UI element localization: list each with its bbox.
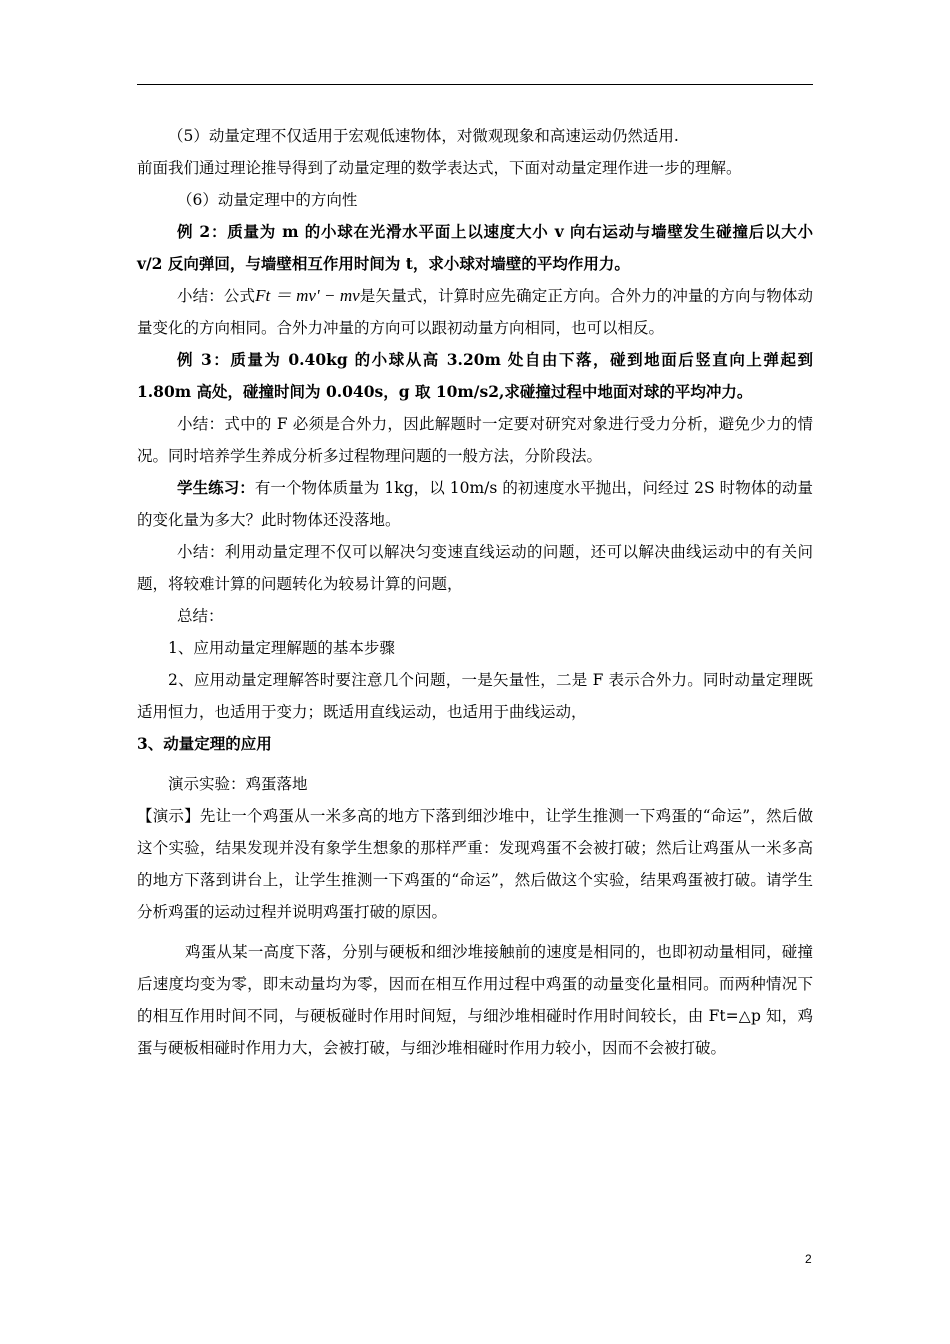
summary-1-prefix: 小结：公式 — [177, 287, 256, 305]
point-6-heading: （6）动量定理中的方向性 — [177, 191, 358, 209]
conclusion-step-1: 1、应用动量定理解题的基本步骤 — [168, 639, 395, 657]
intro-paragraph: 前面我们通过理论推导得到了动量定理的数学表达式，下面对动量定理作进一步的理解。 — [137, 159, 742, 177]
demo-paragraph — [137, 800, 813, 928]
point-5: （5）动量定理不仅适用于宏观低速物体，对微观现象和高速运动仍然适用. — [168, 127, 679, 145]
document-body — [137, 120, 813, 1064]
demo-label: 【演示】 — [137, 807, 200, 825]
momentum-formula: Ft ＝ mv' − mv — [255, 286, 360, 305]
conclusion-step-2: 2、应用动量定理解答时要注意几个问题，一是矢量性，二是 F 表示合外力。同时动量定理既适用恒力，也适用于变力；既适用直线运动，也适用于曲线运动， — [137, 671, 813, 721]
conclusion-heading: 总结： — [177, 607, 224, 625]
analysis-paragraph: 鸡蛋从某一高度下落，分别与硬板和细沙堆接触前的速度是相同的，也即初动量相同，碰撞后速度均变为零，即末动量均为零，因而在相互作用过程中鸡蛋的动量变化量相同。而两种情况下的相互作用时间不同，与硬板碰时作用时间短，与细沙堆相碰时作用时间较长，由 Ft=△p 知，鸡蛋与硬板相碰时作用力大，会被打破，与细沙堆相碰时作用力较小，因而不会被打破。 — [137, 943, 813, 1057]
header-rule — [137, 84, 813, 85]
practice-text: 有一个物体质量为 1kg，以 10m/s 的初速度水平抛出，问经过 2S 时物体的动量的变化量为多大？此时物体还没落地。 — [137, 479, 813, 529]
example-2: 例 2：质量为 m 的小球在光滑水平面上以速度大小 v 向右运动与墙壁发生碰撞后以大小 v/2 反向弹回，与墙壁相互作用时间为 t，求小球对墙壁的平均作用力。 — [137, 222, 813, 273]
summary-1-text: 是矢量式，计算时应先确定正方向。合外力的冲量的方向与物体动量变化的方向相同。合外力冲量的方向可以跟初动量方向相同，也可以相反。 — [137, 287, 813, 337]
demo-text: 先让一个鸡蛋从一米多高的地方下落到细沙堆中，让学生推测一下鸡蛋的“命运”，然后做这个实验，结果发现并没有象学生想象的那样严重：发现鸡蛋不会被打破；然后让鸡蛋从一米多高的地方下落到讲台上，让学生推测一下鸡蛋的“命运”，然后做这个实验，结果鸡蛋被打破。请学生分析鸡蛋的运动过程并说明鸡蛋打破的原因。 — [137, 807, 813, 921]
summary-1 — [137, 280, 813, 344]
practice-label: 学生练习： — [177, 478, 255, 497]
summary-2: 小结：式中的 F 必须是合外力，因此解题时一定要对研究对象进行受力分析，避免少力的情况。同时培养学生养成分析多过程物理问题的一般方法，分阶段法。 — [137, 415, 813, 465]
demo-title: 演示实验：鸡蛋落地 — [168, 775, 308, 793]
section-3-heading: 3、动量定理的应用 — [137, 734, 272, 753]
spacer — [137, 928, 813, 936]
student-practice — [137, 472, 813, 536]
spacer — [137, 760, 813, 768]
page-number: 2 — [805, 1252, 812, 1266]
example-3: 例 3：质量为 0.40kg 的小球从高 3.20m 处自由下落，碰到地面后竖直向上弹起到 1.80m 高处，碰撞时间为 0.040s，g 取 10m/s2,求碰撞过程中地面对球的平均冲力。 — [137, 350, 813, 401]
summary-3: 小结：利用动量定理不仅可以解决匀变速直线运动的问题，还可以解决曲线运动中的有关问题，将较难计算的问题转化为较易计算的问题， — [137, 543, 813, 593]
